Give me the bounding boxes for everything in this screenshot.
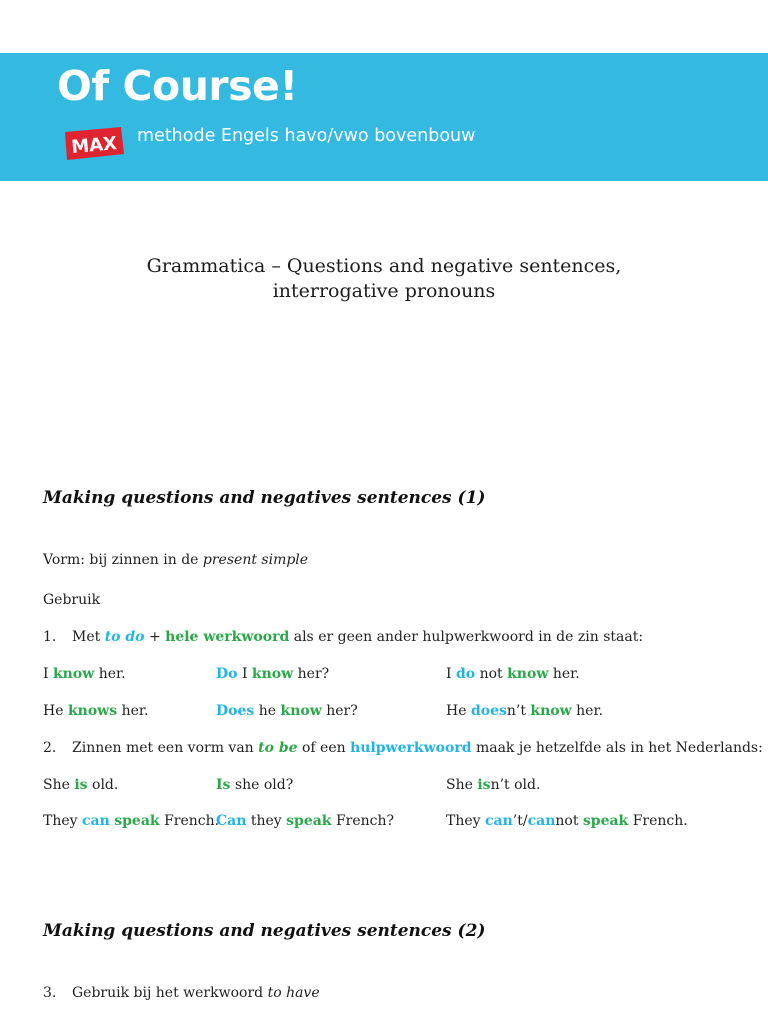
rule-1 — [43, 628, 643, 646]
word: her. — [552, 666, 580, 682]
vorm-line — [43, 551, 308, 569]
page-title — [0, 254, 768, 304]
example-row1-question — [216, 665, 329, 683]
example-row4-statement — [43, 812, 219, 830]
word: I — [241, 666, 248, 682]
word: n’t old. — [490, 777, 541, 793]
rule-3-pre: Gebruik bij het werkwoord — [72, 985, 264, 1001]
word-aux: can — [527, 813, 556, 829]
rule-1-pre: Met — [72, 629, 101, 645]
word-verb: knows — [67, 703, 118, 719]
word: He — [43, 703, 64, 719]
word: He — [446, 703, 467, 719]
word: not — [555, 813, 579, 829]
rule-3-em: to have — [267, 985, 320, 1001]
word: her. — [576, 703, 604, 719]
word-verb: speak — [286, 813, 332, 829]
rule-1-todo: to do — [104, 629, 145, 645]
word-aux: can — [82, 813, 110, 829]
word: he — [258, 703, 277, 719]
word-verb: speak — [114, 813, 160, 829]
word-verb: is — [477, 777, 491, 793]
rule-1-number: 1. — [43, 629, 57, 645]
word-verb: Is — [216, 777, 231, 793]
rule-2-mid: of een — [301, 740, 346, 756]
word: she old? — [234, 777, 294, 793]
example-row3-question — [216, 776, 293, 794]
max-logo-text: MAX — [70, 133, 118, 158]
word: n’t — [506, 703, 526, 719]
gebruik-label: Gebruik — [43, 592, 101, 608]
rule-1-plus: + — [148, 629, 161, 645]
word: they — [250, 813, 282, 829]
word-aux: do — [455, 666, 476, 682]
word: I — [43, 666, 49, 682]
word: her? — [326, 703, 358, 719]
section-heading-2: Making questions and negatives sentences (2) — [43, 921, 486, 941]
vorm-emphasis: present simple — [202, 552, 309, 568]
word-aux: can — [485, 813, 513, 829]
rule-3-number: 3. — [43, 985, 57, 1001]
word-verb: speak — [582, 813, 629, 829]
example-row4-question — [216, 812, 394, 830]
word: They — [43, 813, 78, 829]
max-logo — [63, 127, 125, 160]
word: not — [479, 666, 503, 682]
word-aux: Can — [216, 813, 247, 829]
word-aux: Does — [216, 703, 255, 719]
rule-1-rest: als er geen ander hulpwerkwoord in de zin staat: — [293, 629, 644, 645]
word: old. — [92, 777, 119, 793]
word-aux: Do — [216, 666, 238, 682]
example-row4-negative — [446, 812, 688, 830]
word: French. — [632, 813, 688, 829]
page-title-line1: Grammatica – Questions and negative sentences, — [146, 255, 622, 277]
rule-2-hulp: hulpwerkwoord — [350, 740, 472, 756]
word-verb: know — [530, 703, 572, 719]
rule-2-pre: Zinnen met een vorm van — [72, 740, 254, 756]
example-row1-statement — [43, 665, 126, 683]
brand-subtitle: methode Engels havo/vwo bovenbouw — [137, 126, 476, 146]
word: They — [446, 813, 481, 829]
word: I — [446, 666, 452, 682]
word-verb: know — [52, 666, 95, 682]
word-aux: does — [470, 703, 507, 719]
word: French. — [164, 813, 220, 829]
page-title-line2: interrogative pronouns — [272, 280, 496, 302]
word-verb: know — [280, 703, 322, 719]
word: her. — [98, 666, 126, 682]
rule-2 — [43, 739, 763, 757]
word: She — [43, 777, 70, 793]
brand-title: Of Course! — [57, 62, 298, 110]
word: her? — [297, 666, 330, 682]
word-verb: is — [74, 777, 88, 793]
example-row2-negative — [446, 702, 603, 720]
example-row3-statement — [43, 776, 118, 794]
rule-2-tobe: to be — [258, 740, 298, 756]
example-row2-question — [216, 702, 358, 720]
word: French? — [335, 813, 395, 829]
rule-1-hele: hele werkwoord — [165, 629, 290, 645]
vorm-prefix: Vorm: bij zinnen in de — [43, 552, 199, 568]
rule-2-number: 2. — [43, 740, 57, 756]
word: her. — [121, 703, 149, 719]
word-verb: know — [507, 666, 549, 682]
word-verb: know — [251, 666, 294, 682]
word: ’t/ — [512, 813, 528, 829]
example-row2-statement — [43, 702, 148, 720]
example-row1-negative — [446, 665, 580, 683]
word: She — [446, 777, 473, 793]
example-row3-negative — [446, 776, 540, 794]
rule-3 — [43, 984, 320, 1002]
rule-2-rest: maak je hetzelfde als in het Nederlands: — [475, 740, 763, 756]
section-heading-1: Making questions and negatives sentences (1) — [43, 488, 486, 508]
